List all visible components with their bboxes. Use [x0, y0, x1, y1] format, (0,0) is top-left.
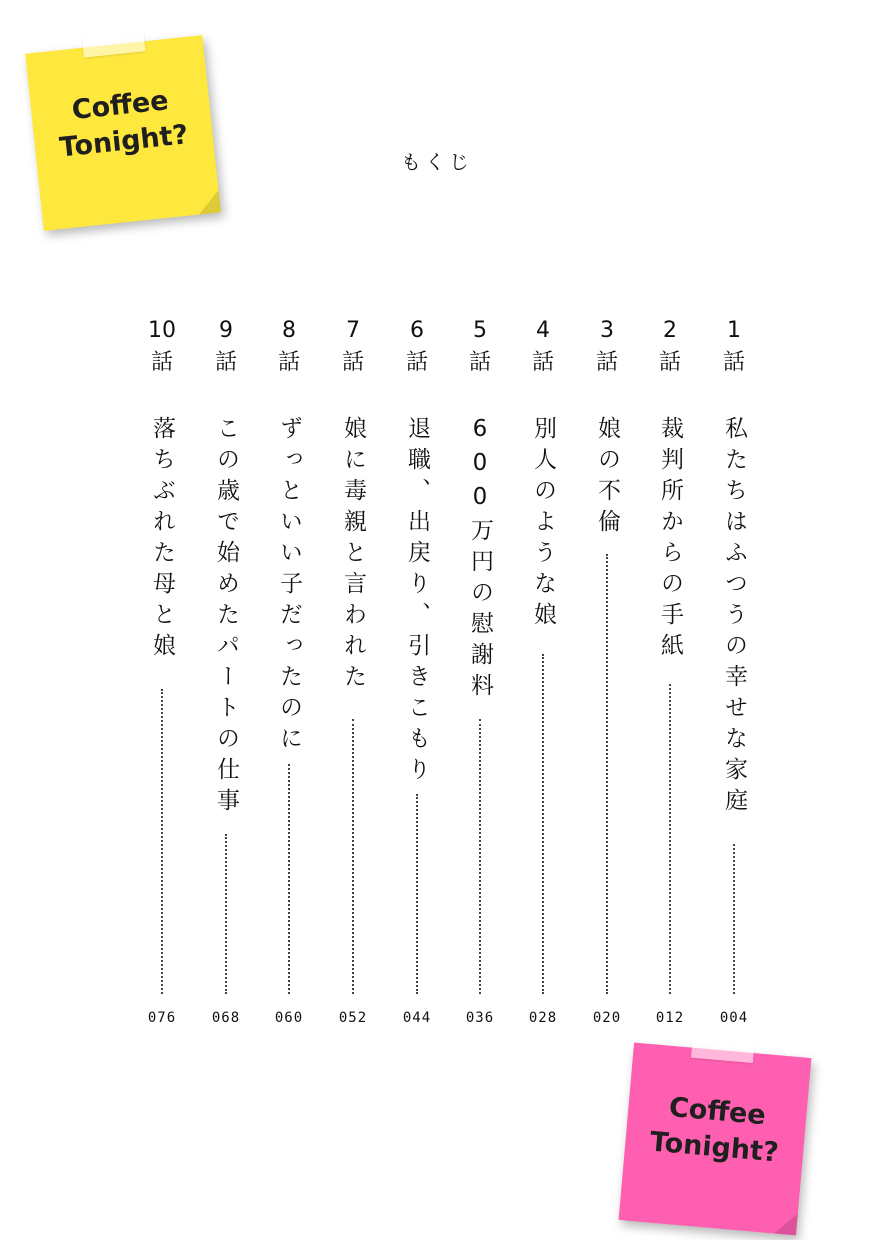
- episode-suffix: 話: [214, 350, 237, 375]
- chapter-title: 別人のような娘: [530, 416, 556, 633]
- leader-dots: [352, 719, 354, 994]
- page-number: 012: [655, 1010, 685, 1026]
- sticky-note-text: Coffee Tonight?: [648, 1091, 780, 1169]
- page-number: 076: [147, 1010, 177, 1026]
- chapter-4[interactable]: [515, 316, 571, 1036]
- chapter-3[interactable]: [579, 316, 635, 1036]
- page-number: 044: [402, 1010, 432, 1026]
- episode-suffix: 話: [658, 350, 681, 375]
- chapter-title: 落ちぶれた母と娘: [149, 416, 175, 664]
- episode-suffix: 話: [277, 350, 300, 375]
- sticky-note-text: Coffee Tonight?: [58, 85, 190, 164]
- chapter-number: 8: [282, 318, 296, 343]
- page-number: 004: [719, 1010, 749, 1026]
- chapter-title: 裁判所からの手紙: [657, 416, 683, 664]
- page-number: 020: [592, 1010, 622, 1026]
- episode-suffix: 話: [595, 350, 618, 375]
- chapter-title: この歳で始めたパートの仕事: [213, 416, 239, 819]
- chapter-title: 娘の不倫: [594, 416, 620, 540]
- sticky-note[interactable]: [619, 1043, 812, 1236]
- episode-suffix: 話: [468, 350, 491, 375]
- page-number: 068: [211, 1010, 241, 1026]
- chapter-9[interactable]: [198, 316, 254, 1036]
- chapter-number: 6: [410, 318, 424, 343]
- chapter-number: 4: [536, 318, 550, 343]
- leader-dots: [542, 654, 544, 994]
- chapter-number: 1: [727, 318, 741, 343]
- chapter-6[interactable]: [389, 316, 445, 1036]
- leader-dots: [225, 834, 227, 994]
- page-number: 052: [338, 1010, 368, 1026]
- chapter-title: 退職、出戻り、引きこもり: [404, 416, 430, 788]
- chapter-7[interactable]: [325, 316, 381, 1036]
- sticky-note[interactable]: [25, 35, 221, 231]
- chapter-10[interactable]: [134, 316, 190, 1036]
- leader-dots: [416, 794, 418, 994]
- leader-dots: [288, 764, 290, 994]
- episode-suffix: 話: [531, 350, 554, 375]
- episode-suffix: 話: [722, 350, 745, 375]
- leader-dots: [161, 689, 163, 994]
- leader-dots: [669, 684, 671, 994]
- chapter-number: 3: [600, 318, 614, 343]
- chapter-title: 私たちはふつうの幸せな家庭: [721, 416, 747, 819]
- chapter-2[interactable]: [642, 316, 698, 1036]
- chapter-title: 娘に毒親と言われた: [340, 416, 366, 695]
- chapter-8[interactable]: [261, 316, 317, 1036]
- chapter-title: 600万円の慰謝料: [467, 416, 493, 704]
- leader-dots: [479, 719, 481, 994]
- chapter-1[interactable]: [706, 316, 762, 1036]
- chapter-number: 5: [473, 318, 487, 343]
- page-number: 060: [274, 1010, 304, 1026]
- episode-suffix: 話: [150, 350, 173, 375]
- chapter-title: ずっといい子だったのに: [276, 416, 302, 757]
- page-title: もくじ: [401, 150, 473, 174]
- episode-suffix: 話: [341, 350, 364, 375]
- chapter-number: 10: [148, 318, 176, 343]
- chapter-number: 2: [663, 318, 677, 343]
- page-number: 028: [528, 1010, 558, 1026]
- chapter-number: 9: [219, 318, 233, 343]
- chapter-number: 7: [346, 318, 360, 343]
- chapter-5[interactable]: [452, 316, 508, 1036]
- page-number: 036: [465, 1010, 495, 1026]
- episode-suffix: 話: [405, 350, 428, 375]
- leader-dots: [606, 554, 608, 994]
- leader-dots: [733, 844, 735, 994]
